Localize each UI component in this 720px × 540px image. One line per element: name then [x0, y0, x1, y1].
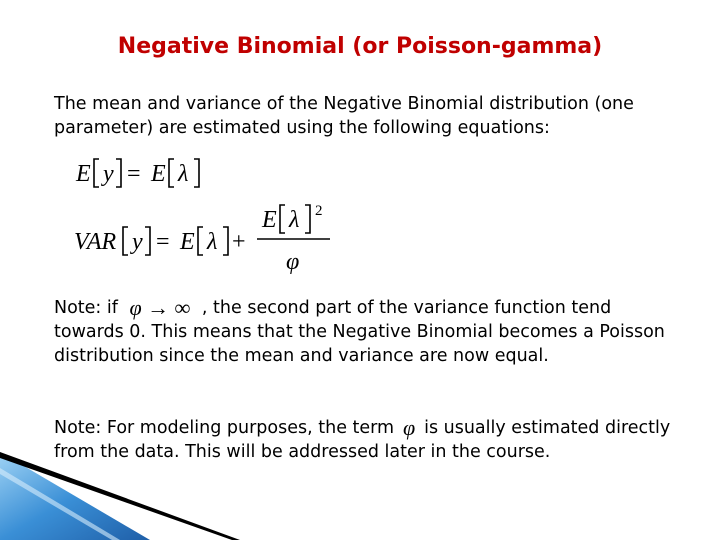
- eq1-rhs-func: E: [151, 161, 166, 187]
- eq2-lbracket-1: [123, 227, 128, 255]
- eq1-lbracket-1: [94, 159, 99, 187]
- eq1-lbracket-2: [169, 159, 174, 187]
- intro-paragraph: [54, 92, 664, 140]
- intro-line-1: The mean and variance of the Negative Binomial distribution (one: [54, 94, 634, 114]
- corner-decoration: [0, 440, 260, 540]
- note2-line-2: from the data. This will be addressed later in the course.: [54, 442, 551, 462]
- note1-line-3: distribution since the mean and variance are now equal.: [54, 346, 549, 366]
- note-infinity: [54, 296, 704, 368]
- eq2-num-func: E: [262, 207, 277, 233]
- phi-math: φ: [403, 415, 416, 440]
- equations-block: [70, 145, 370, 280]
- eq2-lbracket-2: [198, 227, 203, 255]
- note1-prefix: Note: if: [54, 298, 118, 318]
- eq1-rbracket-1: [116, 159, 121, 187]
- note2-prefix: Note: For modeling purposes, the term: [54, 418, 395, 438]
- eq1-rbracket-2: [194, 159, 199, 187]
- eq1-rhs-arg: λ: [178, 161, 189, 187]
- equation-mean: [75, 159, 199, 187]
- note2-rest: is usually estimated directly: [424, 418, 671, 438]
- equation-variance: [74, 203, 330, 275]
- eq2-num-rbracket: [305, 205, 310, 233]
- eq2-lhs-arg: y: [132, 229, 143, 255]
- eq2-plus: +: [232, 229, 246, 255]
- intro-line-2: parameter) are estimated using the following equations:: [54, 118, 550, 138]
- eq1-lhs-arg: y: [103, 161, 114, 187]
- slide-title: Negative Binomial (or Poisson-gamma): [117, 34, 603, 59]
- eq2-rhs-arg: λ: [207, 229, 218, 255]
- eq2-num-lbracket: [280, 205, 285, 233]
- eq2-exponent: 2: [315, 203, 323, 219]
- phi-to-infinity-math: φ → ∞: [129, 295, 191, 320]
- eq2-lhs-func: VAR: [74, 229, 117, 255]
- note1-rest: , the second part of the variance function tend: [201, 298, 612, 318]
- eq2-denominator: φ: [286, 249, 300, 275]
- eq2-rbracket-2: [223, 227, 228, 255]
- eq2-equals: =: [156, 229, 170, 255]
- eq1-lhs-func: E: [76, 161, 91, 187]
- eq1-equals: =: [127, 161, 141, 187]
- eq2-num-arg: λ: [289, 207, 300, 233]
- eq2-rhs-func: E: [180, 229, 195, 255]
- note1-line-2: towards 0. This means that the Negative Binomial becomes a Poisson: [54, 322, 665, 342]
- eq2-rbracket-1: [145, 227, 150, 255]
